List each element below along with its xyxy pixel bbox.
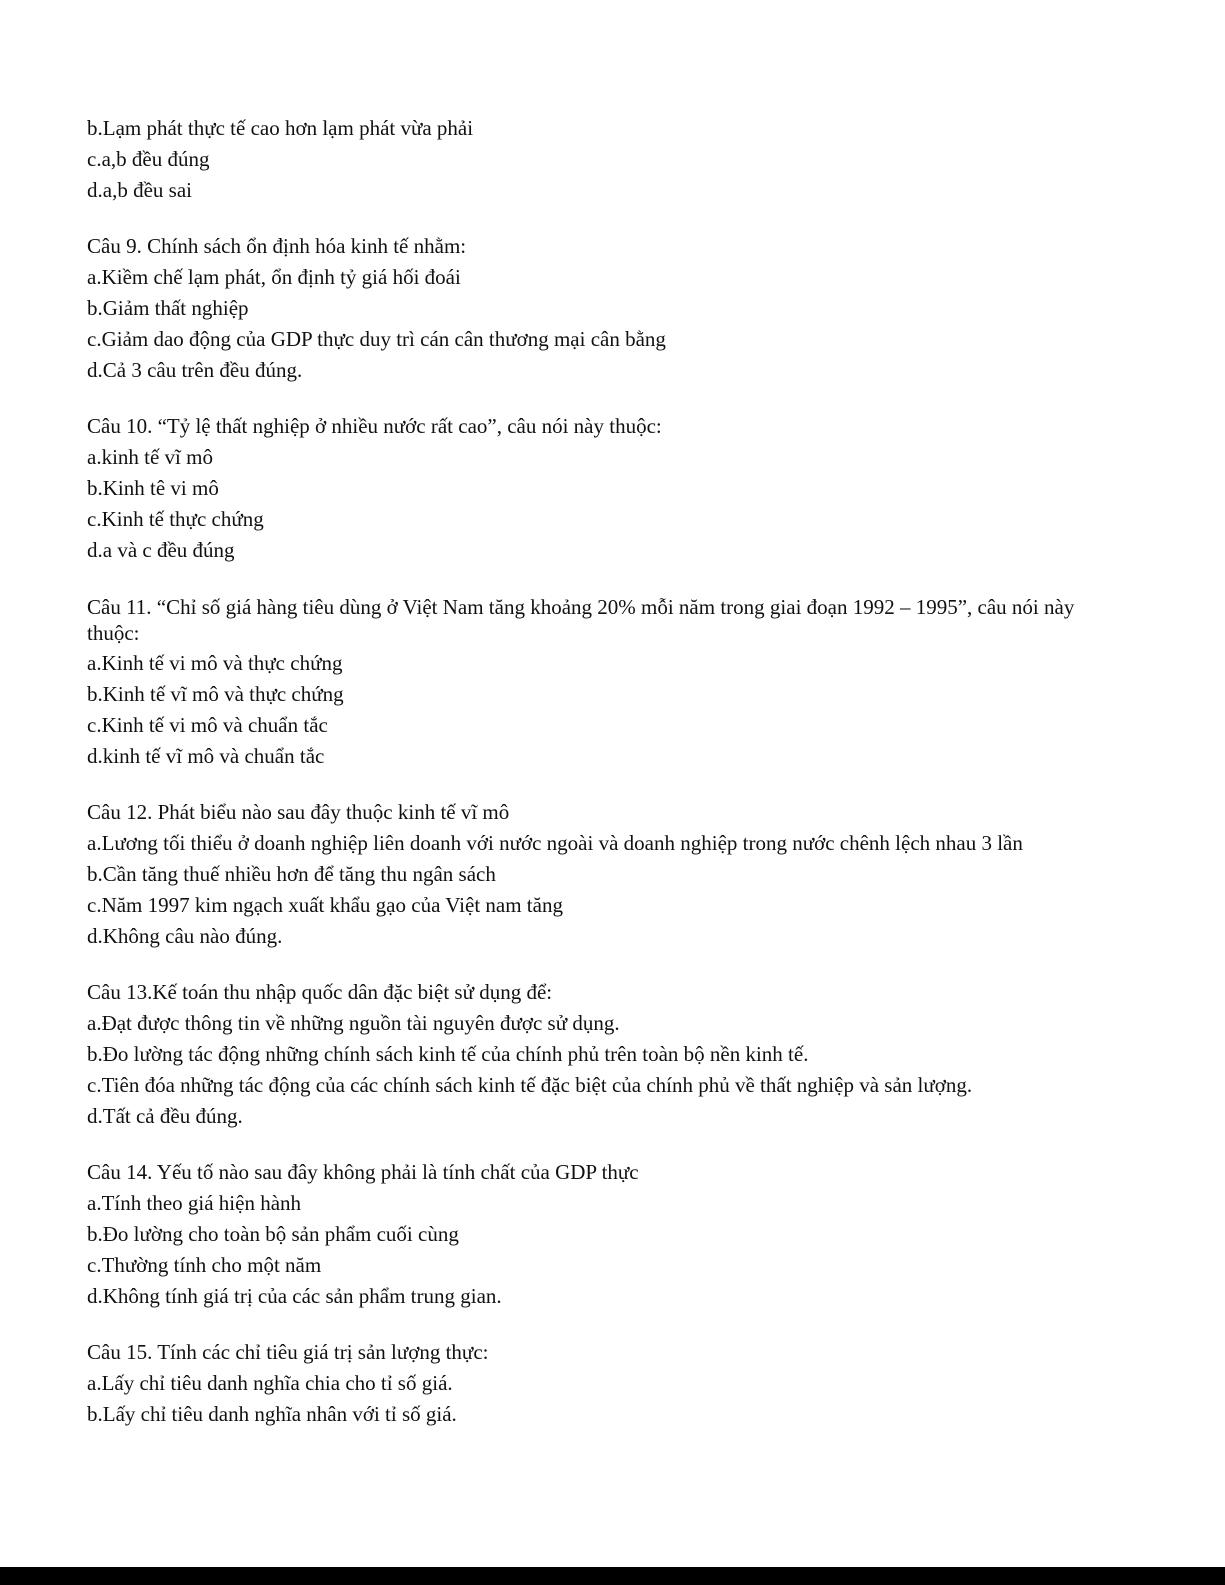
question-10 [87, 411, 1127, 566]
question-14 [87, 1157, 1127, 1312]
option-b: b.Giảm thất nghiệp [87, 296, 249, 320]
question-12 [87, 797, 1127, 952]
option-d: d.Không tính giá trị của các sản phẩm trung gian. [87, 1284, 502, 1308]
option-d: d.a,b đều sai [87, 178, 192, 202]
option-b: b.Cần tăng thuế nhiều hơn để tăng thu ngân sách [87, 862, 496, 886]
option-d: d.Cả 3 câu trên đều đúng. [87, 358, 303, 382]
option-a: a.Kiềm chế lạm phát, ổn định tỷ giá hối đoái [87, 265, 461, 289]
question-11 [87, 591, 1127, 772]
question-13 [87, 977, 1127, 1132]
question-text: Câu 11. “Chỉ số giá hàng tiêu dùng ở Việt Nam tăng khoảng 20% mỗi năm trong giai đoạn 1992 – 1995”, câu nói này thuộc: [87, 595, 1075, 645]
question-9 [87, 231, 1127, 386]
option-c: c.Kinh tế vi mô và chuẩn tắc [87, 713, 328, 737]
option-c: c.Giảm dao động của GDP thực duy trì cán cân thương mại cân bằng [87, 327, 666, 351]
question-15 [87, 1337, 1127, 1430]
question-8-continued [87, 113, 1127, 206]
option-c: c.a,b đều đúng [87, 147, 210, 171]
question-text: Câu 14. Yếu tố nào sau đây không phải là tính chất của GDP thực [87, 1160, 639, 1184]
option-b: b.Đo lường tác động những chính sách kinh tế của chính phủ trên toàn bộ nền kinh tế. [87, 1042, 809, 1066]
option-a: a.Đạt được thông tin về những nguồn tài nguyên được sử dụng. [87, 1011, 620, 1035]
option-a: a.Kinh tế vi mô và thực chứng [87, 651, 343, 675]
option-a: a.Lấy chỉ tiêu danh nghĩa chia cho tỉ số giá. [87, 1371, 453, 1395]
option-c: c.Tiên đóa những tác động của các chính sách kinh tế đặc biệt của chính phủ về thất nghiệp và sản lượng. [87, 1073, 973, 1097]
question-text: Câu 12. Phát biểu nào sau đây thuộc kinh tế vĩ mô [87, 800, 510, 824]
option-d: d.Không câu nào đúng. [87, 924, 283, 948]
option-d: d.Tất cả đều đúng. [87, 1104, 243, 1128]
page-bottom-border [0, 1567, 1225, 1585]
option-a: a.kinh tế vĩ mô [87, 445, 213, 469]
option-a: a.Tính theo giá hiện hành [87, 1191, 302, 1215]
option-a: a.Lương tối thiểu ở doanh nghiệp liên doanh với nước ngoài và doanh nghiệp trong nước chênh lệch nhau 3 lần [87, 831, 1023, 855]
option-c: c.Kinh tế thực chứng [87, 507, 264, 531]
question-text: Câu 15. Tính các chỉ tiêu giá trị sản lượng thực: [87, 1340, 489, 1364]
option-b: b.Kinh tê vi mô [87, 476, 219, 500]
document-content [87, 113, 1127, 1455]
option-b: b.Kinh tế vĩ mô và thực chứng [87, 682, 344, 706]
option-c: c.Thường tính cho một năm [87, 1253, 322, 1277]
option-c: c.Năm 1997 kim ngạch xuất khẩu gạo của Việt nam tăng [87, 893, 563, 917]
question-text: Câu 10. “Tỷ lệ thất nghiệp ở nhiều nước rất cao”, câu nói này thuộc: [87, 414, 662, 438]
option-b: b.Lạm phát thực tế cao hơn lạm phát vừa phải [87, 116, 474, 140]
option-d: d.a và c đều đúng [87, 538, 235, 562]
question-text: Câu 9. Chính sách ổn định hóa kinh tế nhằm: [87, 234, 467, 258]
option-d: d.kinh tế vĩ mô và chuẩn tắc [87, 744, 325, 768]
option-b: b.Đo lường cho toàn bộ sản phẩm cuối cùng [87, 1222, 459, 1246]
question-text: Câu 13.Kế toán thu nhập quốc dân đặc biệt sử dụng để: [87, 980, 553, 1004]
option-b: b.Lấy chỉ tiêu danh nghĩa nhân với tỉ số giá. [87, 1402, 457, 1426]
